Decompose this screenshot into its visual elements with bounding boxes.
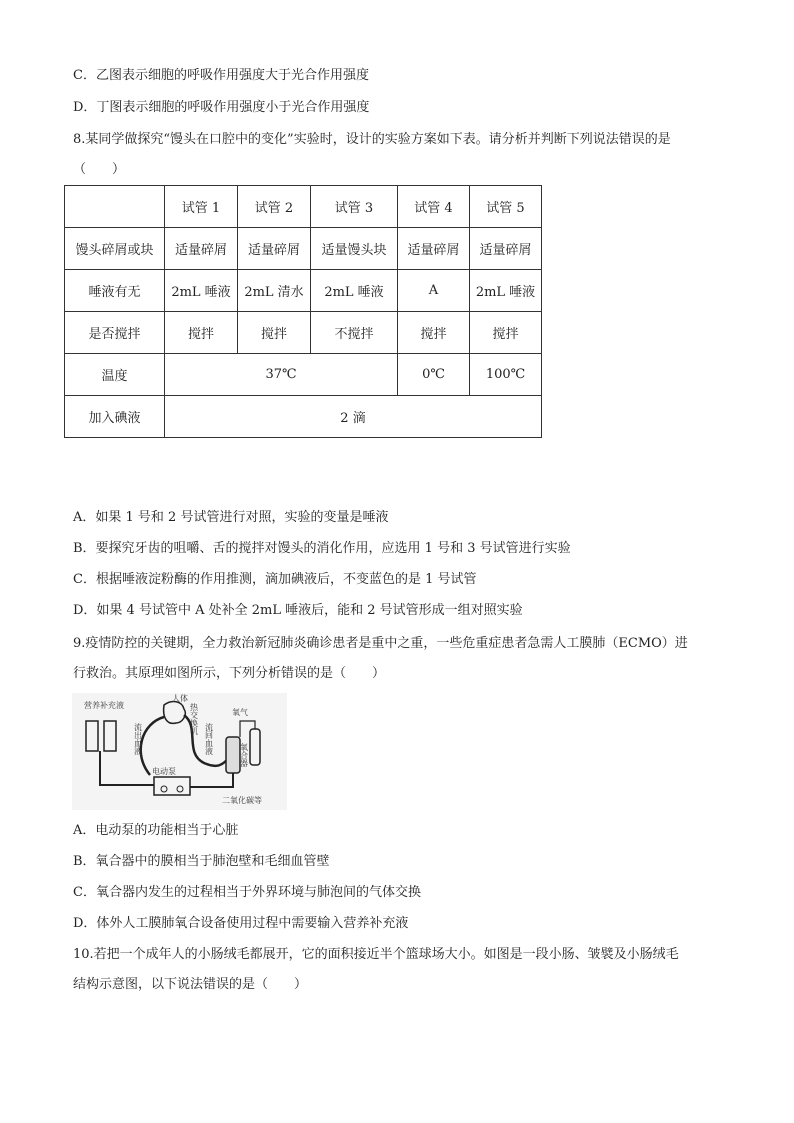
question8-answer-bracket: （ ） — [73, 162, 126, 177]
experiment-table — [64, 185, 542, 438]
table-header-cell: 试管 3 — [311, 186, 398, 228]
question9-stem-cont: 行救治。其原理如图所示，下列分析错误的是（ ） — [73, 666, 386, 681]
oxygen-cylinder-icon — [250, 729, 260, 765]
question9-option-b: B．氧合器中的膜相当于肺泡壁和毛细血管壁 — [73, 854, 330, 869]
row-label: 馒头碎屑或块 — [65, 228, 165, 270]
question8-option-d: D．如果 4 号试管中 A 处补全 2mL 唾液后，能和 2 号试管形成一组对照实验 — [73, 603, 523, 618]
pump-to-oxygenator-line — [190, 773, 233, 787]
oxygenator-label: 氧合器 — [239, 743, 249, 767]
table-cell: 2mL 清水 — [238, 270, 311, 312]
row-label: 温度 — [65, 354, 165, 396]
pump-icon — [154, 777, 190, 795]
question8-stem: 8.某同学做探究“馒头在口腔中的变化”实验时，设计的实验方案如下表。请分析并判断下列说法错误的是 — [73, 132, 671, 147]
question8-option-a: A．如果 1 号和 2 号试管进行对照，实验的变量是唾液 — [73, 510, 389, 525]
table-cell: 2mL 唾液 — [470, 270, 542, 312]
pump-wheel-icon — [161, 786, 167, 792]
question9-option-c: C．氧合器内发生的过程相当于外界环境与肺泡间的气体交换 — [73, 885, 421, 900]
table-row — [65, 270, 542, 312]
oxygen-label: 氧气 — [232, 708, 248, 717]
table-header-cell: 试管 5 — [470, 186, 542, 228]
question7-option-c: C．乙图表示细胞的呼吸作用强度大于光合作用强度 — [73, 68, 369, 83]
question9-stem: 9.疫情防控的关键期，全力救治新冠肺炎确诊患者是重中之重，一些危重症患者急需人工膜肺（ECMO）进 — [73, 636, 688, 651]
table-header-cell: 试管 1 — [165, 186, 238, 228]
table-cell: 适量碎屑 — [238, 228, 311, 270]
table-cell: 不搅拌 — [311, 312, 398, 354]
table-cell: 2mL 唾液 — [311, 270, 398, 312]
return-label: 流回血液 — [204, 723, 214, 755]
table-cell: 搅拌 — [238, 312, 311, 354]
co2-label: 二氧化碳等 — [222, 796, 262, 805]
table-cell: 适量碎屑 — [165, 228, 238, 270]
table-header-row — [65, 186, 542, 228]
table-cell: 适量馒头块 — [311, 228, 398, 270]
table-cell: 适量碎屑 — [398, 228, 470, 270]
table-cell: 100℃ — [470, 354, 542, 396]
body-icon — [164, 702, 186, 724]
question10-stem-cont: 结构示意图，以下说法错误的是（ ） — [73, 977, 308, 992]
table-cell: 适量碎屑 — [470, 228, 542, 270]
outflow-label: 流出血液 — [133, 723, 143, 755]
row-label: 是否搅拌 — [65, 312, 165, 354]
body-label: 人体 — [172, 694, 188, 703]
table-cell: 搅拌 — [470, 312, 542, 354]
ecmo-diagram — [72, 693, 287, 810]
table-cell: 搅拌 — [398, 312, 470, 354]
row-label: 唾液有无 — [65, 270, 165, 312]
row-label: 加入碘液 — [65, 396, 165, 438]
question7-option-d: D．丁图表示细胞的呼吸作用强度小于光合作用强度 — [73, 100, 370, 115]
supplement-bag-1 — [86, 721, 98, 751]
table-header-cell: 试管 2 — [238, 186, 311, 228]
ecmo-diagram-svg — [72, 693, 287, 810]
table-cell: A — [398, 270, 470, 312]
table-row — [65, 228, 542, 270]
table-header-cell: 试管 4 — [398, 186, 470, 228]
table-cell: 2 滴 — [165, 396, 542, 438]
table-cell: 2mL 唾液 — [165, 270, 238, 312]
table-cell: 搅拌 — [165, 312, 238, 354]
question8-option-c: C．根据唾液淀粉酶的作用推测，滴加碘液后，不变蓝色的是 1 号试管 — [73, 572, 477, 587]
supplement-label: 营养补充液 — [84, 701, 124, 710]
heat-exchanger-label: 热交换机 — [189, 703, 199, 735]
pump-wheel-icon — [177, 786, 183, 792]
table-row — [65, 396, 542, 438]
table-cell: 37℃ — [165, 354, 398, 396]
question8-option-b: B．要探究牙齿的咀嚼、舌的搅拌对馒头的消化作用，应选用 1 号和 3 号试管进行实验 — [73, 541, 571, 556]
table-cell — [65, 186, 165, 228]
table-row — [65, 354, 542, 396]
supplement-bag-2 — [104, 721, 116, 751]
table-row — [65, 312, 542, 354]
pump-label: 电动泵 — [152, 767, 176, 776]
question9-option-a: A．电动泵的功能相当于心脏 — [73, 823, 239, 838]
table-cell: 0℃ — [398, 354, 470, 396]
question9-option-d: D．体外人工膜肺氧合设备使用过程中需要输入营养补充液 — [73, 916, 409, 931]
question10-stem: 10.若把一个成年人的小肠绒毛都展开，它的面积接近半个篮球场大小。如图是一段小肠、皱襞及小肠绒毛 — [73, 947, 679, 962]
oxygenator-icon — [226, 737, 240, 773]
